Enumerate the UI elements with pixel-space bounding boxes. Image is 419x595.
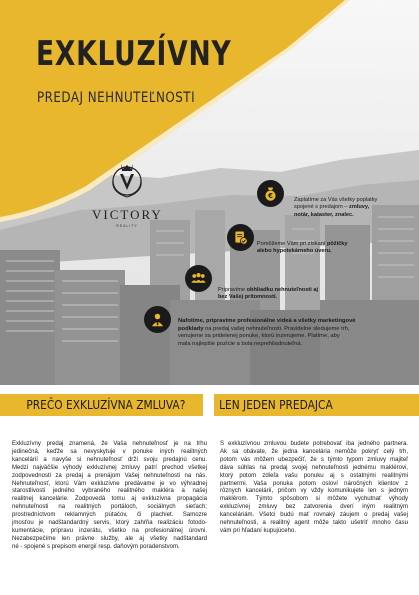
svg-text:€: € <box>268 192 273 201</box>
feature-line <box>178 326 356 334</box>
feature-text-segment: venujeme sa pridelenej ponuke, ktorú inzerujeme. Platíme, aby <box>178 333 340 340</box>
feature-text <box>294 197 377 219</box>
feature-text-segment: na predaj vašej nehnuteľnosti. Pravidelne sledujeme trh, <box>203 325 350 332</box>
paragraph-line: ktorý potom zdieľa vašu ponuku aj s ostatnými realitnými <box>220 472 408 479</box>
feature-line <box>218 294 318 301</box>
feature-1-badge <box>257 180 284 207</box>
paragraph-line: dáva súhlas na predaj svojej nehnuteľnosti jednému maklérovi, <box>220 464 408 471</box>
paragraph-line: Exkluzívny predaj znamená, že Vaša nehnuteľnosť je na trhu <box>12 441 207 447</box>
feature-text <box>218 287 318 302</box>
document-check-icon <box>232 229 249 246</box>
paragraph-line: nehnuteľnosti na realitných portáloch, sociálnych sieťach; <box>12 504 207 511</box>
people-group-icon <box>190 270 207 287</box>
feature-text-segment: mala najlepšie pozície a bola neprehliadnuteľná. <box>178 341 303 348</box>
paragraph-line: jedinečná, keďže sa nevyskytuje v ponuke iných realitných <box>12 448 207 455</box>
paragraph-line: vám pri hľadaní kupujúceho. <box>220 527 297 534</box>
feature-line <box>257 248 347 255</box>
page-title: EXKLUZÍVNY <box>36 34 232 74</box>
section-body-left <box>12 441 207 552</box>
section-body-right <box>220 441 408 536</box>
paragraph-line: nehnuteľnosti, a realitný agent môže takto ušetriť mnoho času <box>220 520 408 527</box>
feature-text-segment: Zaplatíme za Vás všetky poplatky <box>294 197 378 203</box>
feature-4-text <box>178 318 356 349</box>
victory-crest-icon <box>107 160 147 200</box>
feature-2-badge <box>227 224 254 251</box>
agent-person-icon <box>149 311 166 328</box>
company-logo <box>92 160 162 228</box>
paragraph-line: jmosťou je nadštandardný servis, ktorý zahŕňa realizáciu fotodo- <box>12 520 207 527</box>
paragraph-line: rôznych kancelárií, pričom vy vždy komunikujete len s jedným <box>220 488 408 495</box>
feature-text-segment: Pomôžeme Vám pri získaní <box>257 241 327 247</box>
paragraph-line: kancelárií a navyše si nehnuteľnosť drží svoju predajnú cenu. <box>12 456 207 463</box>
paragraph-line: kumentácie, prípravu inzerátu, všetko na profesionálnej úrovni. <box>12 527 207 534</box>
feature-line <box>178 341 356 349</box>
paragraph-line: Nehnuteľnosť, ktorú Vám exkluzívne predávame je vo výhradnej <box>12 480 207 487</box>
logo-tagline: REALITY <box>116 224 138 228</box>
section-heading-band-right <box>214 394 419 416</box>
feature-text-segment: notár, kataster, znalec. <box>294 211 354 218</box>
feature-3-text <box>218 287 318 302</box>
paragraph-line: Ak sa obávate, že jedna kancelária nemôže pokryť celý trh, <box>220 448 408 455</box>
paragraph-line: Medzi najväčšie výhody exkluzívnej zmluvy patrí prechod všetkej <box>12 464 207 471</box>
paragraph-line: maklérom. Týmto spôsobom si môžete vychutnať výhody <box>220 496 408 503</box>
paragraph-line: Nezabezpečíme len právne služby, ale aj všetky nadštandard <box>12 535 207 542</box>
feature-text-segment: Pripravíme <box>218 287 247 293</box>
feature-line <box>178 318 356 326</box>
feature-2-text <box>257 241 347 256</box>
feature-line <box>178 333 356 341</box>
paragraph-line: S exkluzívnou zmluvou budete potrebovať iba jedného partnera. <box>220 441 408 447</box>
feature-line <box>294 204 377 211</box>
feature-text-segment: bez Vašej prítomnosti. <box>218 294 278 301</box>
paragraph-line: partnermi. Vaša ponuka potom osloví náročných klientov z <box>220 480 408 487</box>
paragraph-line: zodpovednosti za predaj a prenájom Vašej nehnuteľnosti na nás. <box>12 472 207 479</box>
paragraph-line: né - spojené s prepisom energií resp. daňovým poradenstvom. <box>12 543 180 550</box>
feature-4-badge <box>144 306 171 333</box>
feature-line <box>294 197 377 204</box>
feature-text-segment: alebo hypotekárneho úveru. <box>257 248 332 255</box>
paragraph-line: kanceláriám. Všetci budú mať rovnaký záujem o predaj vašej <box>220 512 408 519</box>
feature-text-segment: zmluvy, <box>349 204 370 211</box>
logo-brand-name: VICTORY <box>92 207 163 222</box>
feature-text-segment: podklady <box>178 325 204 332</box>
paragraph-line: exkluzívnej zmluvy bez zatvorenia dverí iným realitným <box>220 504 408 511</box>
feature-1-text <box>294 197 377 219</box>
feature-text-segment: pôžičky <box>326 241 348 247</box>
coin-euro-icon <box>262 185 279 202</box>
page-subtitle: PREDAJ NEHNUTEĽNOSTI <box>37 90 196 106</box>
feature-line <box>294 212 377 219</box>
paragraph-line: potom vás môžem ubezpečiť, že s týmto typom zmluvy majiteľ <box>220 456 408 463</box>
paragraph-line: starostlivosti jedného vybraného realitného makléra a našej <box>12 488 207 495</box>
feature-text-segment: spojené s predajom – <box>294 204 350 211</box>
feature-line <box>218 287 318 294</box>
paragraph-line: realitnej kancelárie. Zodpovedá tomu aj exkluzívna propagácia <box>12 496 207 503</box>
paragraph-line: prostredníctvom reklamných pútačov, či plachiet. Samozre <box>12 512 207 519</box>
section-heading-band-left <box>0 394 203 416</box>
feature-text <box>178 318 356 349</box>
feature-text-segment: obhliadku nehnuteľnosti aj <box>246 287 319 293</box>
section-heading-why-exclusive: PREČO EXKLUZÍVNA ZMLUVA? <box>26 397 186 412</box>
section-heading-single-seller: LEN JEDEN PREDAJCA <box>219 397 333 412</box>
feature-line <box>257 241 347 248</box>
feature-text <box>257 241 347 256</box>
feature-3-badge <box>185 265 212 292</box>
feature-text-segment: Nafotíme, pripravíme profesionálne videá a všetky marketingové <box>178 318 356 324</box>
